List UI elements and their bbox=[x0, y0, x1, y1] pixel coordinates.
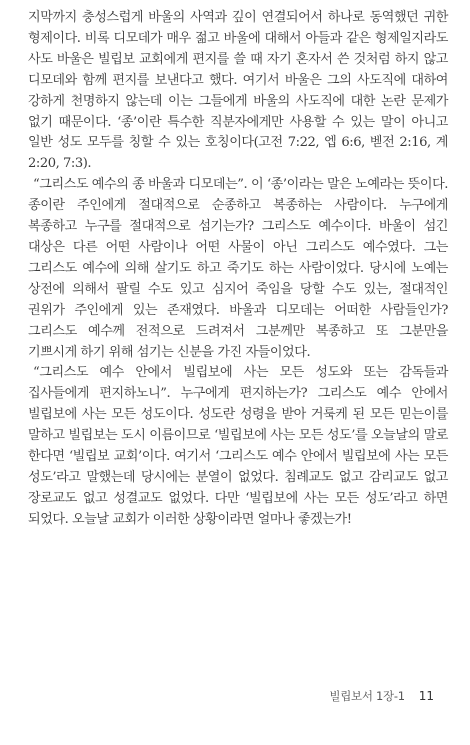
page-body bbox=[28, 8, 448, 531]
paragraph-2: “그리스도 예수의 종 바울과 디모데는”. 이 ‘종’이라는 말은 노예라는 뜻이다. 종이란 주인에게 절대적으로 순종하고 복종하는 사람이다. 누구에게 복종하고 누구를 절대적으로 섬기는가? 그리스도 예수이다. 바울이 섬긴 대상은 다른 어떤 사람이나 어떤 사물이 아닌 그리스도 예수였다. 그는 그리스도 예수에 의해 살기도 하고 죽기도 하는 사람이었다. 당시에 노예는 상전에 의해서 팔릴 수도 있고 심지어 죽임을 당할 수도 있는, 절대적인 권위가 주인에게 있는 존재였다. 바울과 디모데는 어떠한 사람들인가? 그리스도 예수께 전적으로 드려져서 그분께만 복종하고 또 그분만을 기쁘시게 하기 위해 섬기는 신분을 가진 자들이었다. bbox=[28, 177, 448, 360]
page-number: 11 bbox=[418, 689, 434, 703]
running-head: 빌립보서 1장-1 bbox=[329, 689, 405, 703]
paragraph-1: 지막까지 충성스럽게 바울의 사역과 깊이 연결되어서 하나로 동역했던 귀한 형제이다. 비록 디모데가 매우 젊고 바울에 대해서 아들과 같은 형제일지라도 사도 바울은 빌립보 교회에게 편지를 쓸 때 자기 혼자서 쓴 것처럼 하지 않고 디모데와 함께 편지를 보낸다고 했다. 여기서 바울은 그의 사도직에 대하여 강하게 천명하지 않는데 이는 그들에게 바울의 사도직에 대한 논란 문제가 없기 때문이다. ‘종’이란 특수한 직분자에게만 사용할 수 있는 말이 아니고 일반 성도 모두를 칭할 수 있는 호칭이다(고전 7:22, 엡 6:6, 벧전 2:16, 계 2:20, 7:3). bbox=[28, 10, 448, 172]
page-footer bbox=[329, 688, 434, 704]
paragraph-3: “그리스도 예수 안에서 빌립보에 사는 모든 성도와 또는 감독들과 집사들에게 편지하노니”. 누구에게 편지하는가? 그리스도 예수 안에서 빌립보에 사는 모든 성도이다. 성도란 성령을 받아 거룩케 된 모든 믿는이를 말하고 빌립보는 도시 이름이므로 ‘빌립보에 사는 모든 성도’를 오늘날의 말로 한다면 ‘빌립보 교회’이다. 여기서 ‘그리스도 예수 안에서 빌립보에 사는 모든 성도’라고 말했는데 당시에는 분열이 없었다. 침례교도 없고 감리교도 없고 장로교도 없고 성결교도 없었다. 다만 ‘빌립보에 사는 모든 성도’라고 하면 되었다. 오늘날 교회가 이러한 상황이라면 얼마나 좋겠는가! bbox=[28, 365, 448, 527]
